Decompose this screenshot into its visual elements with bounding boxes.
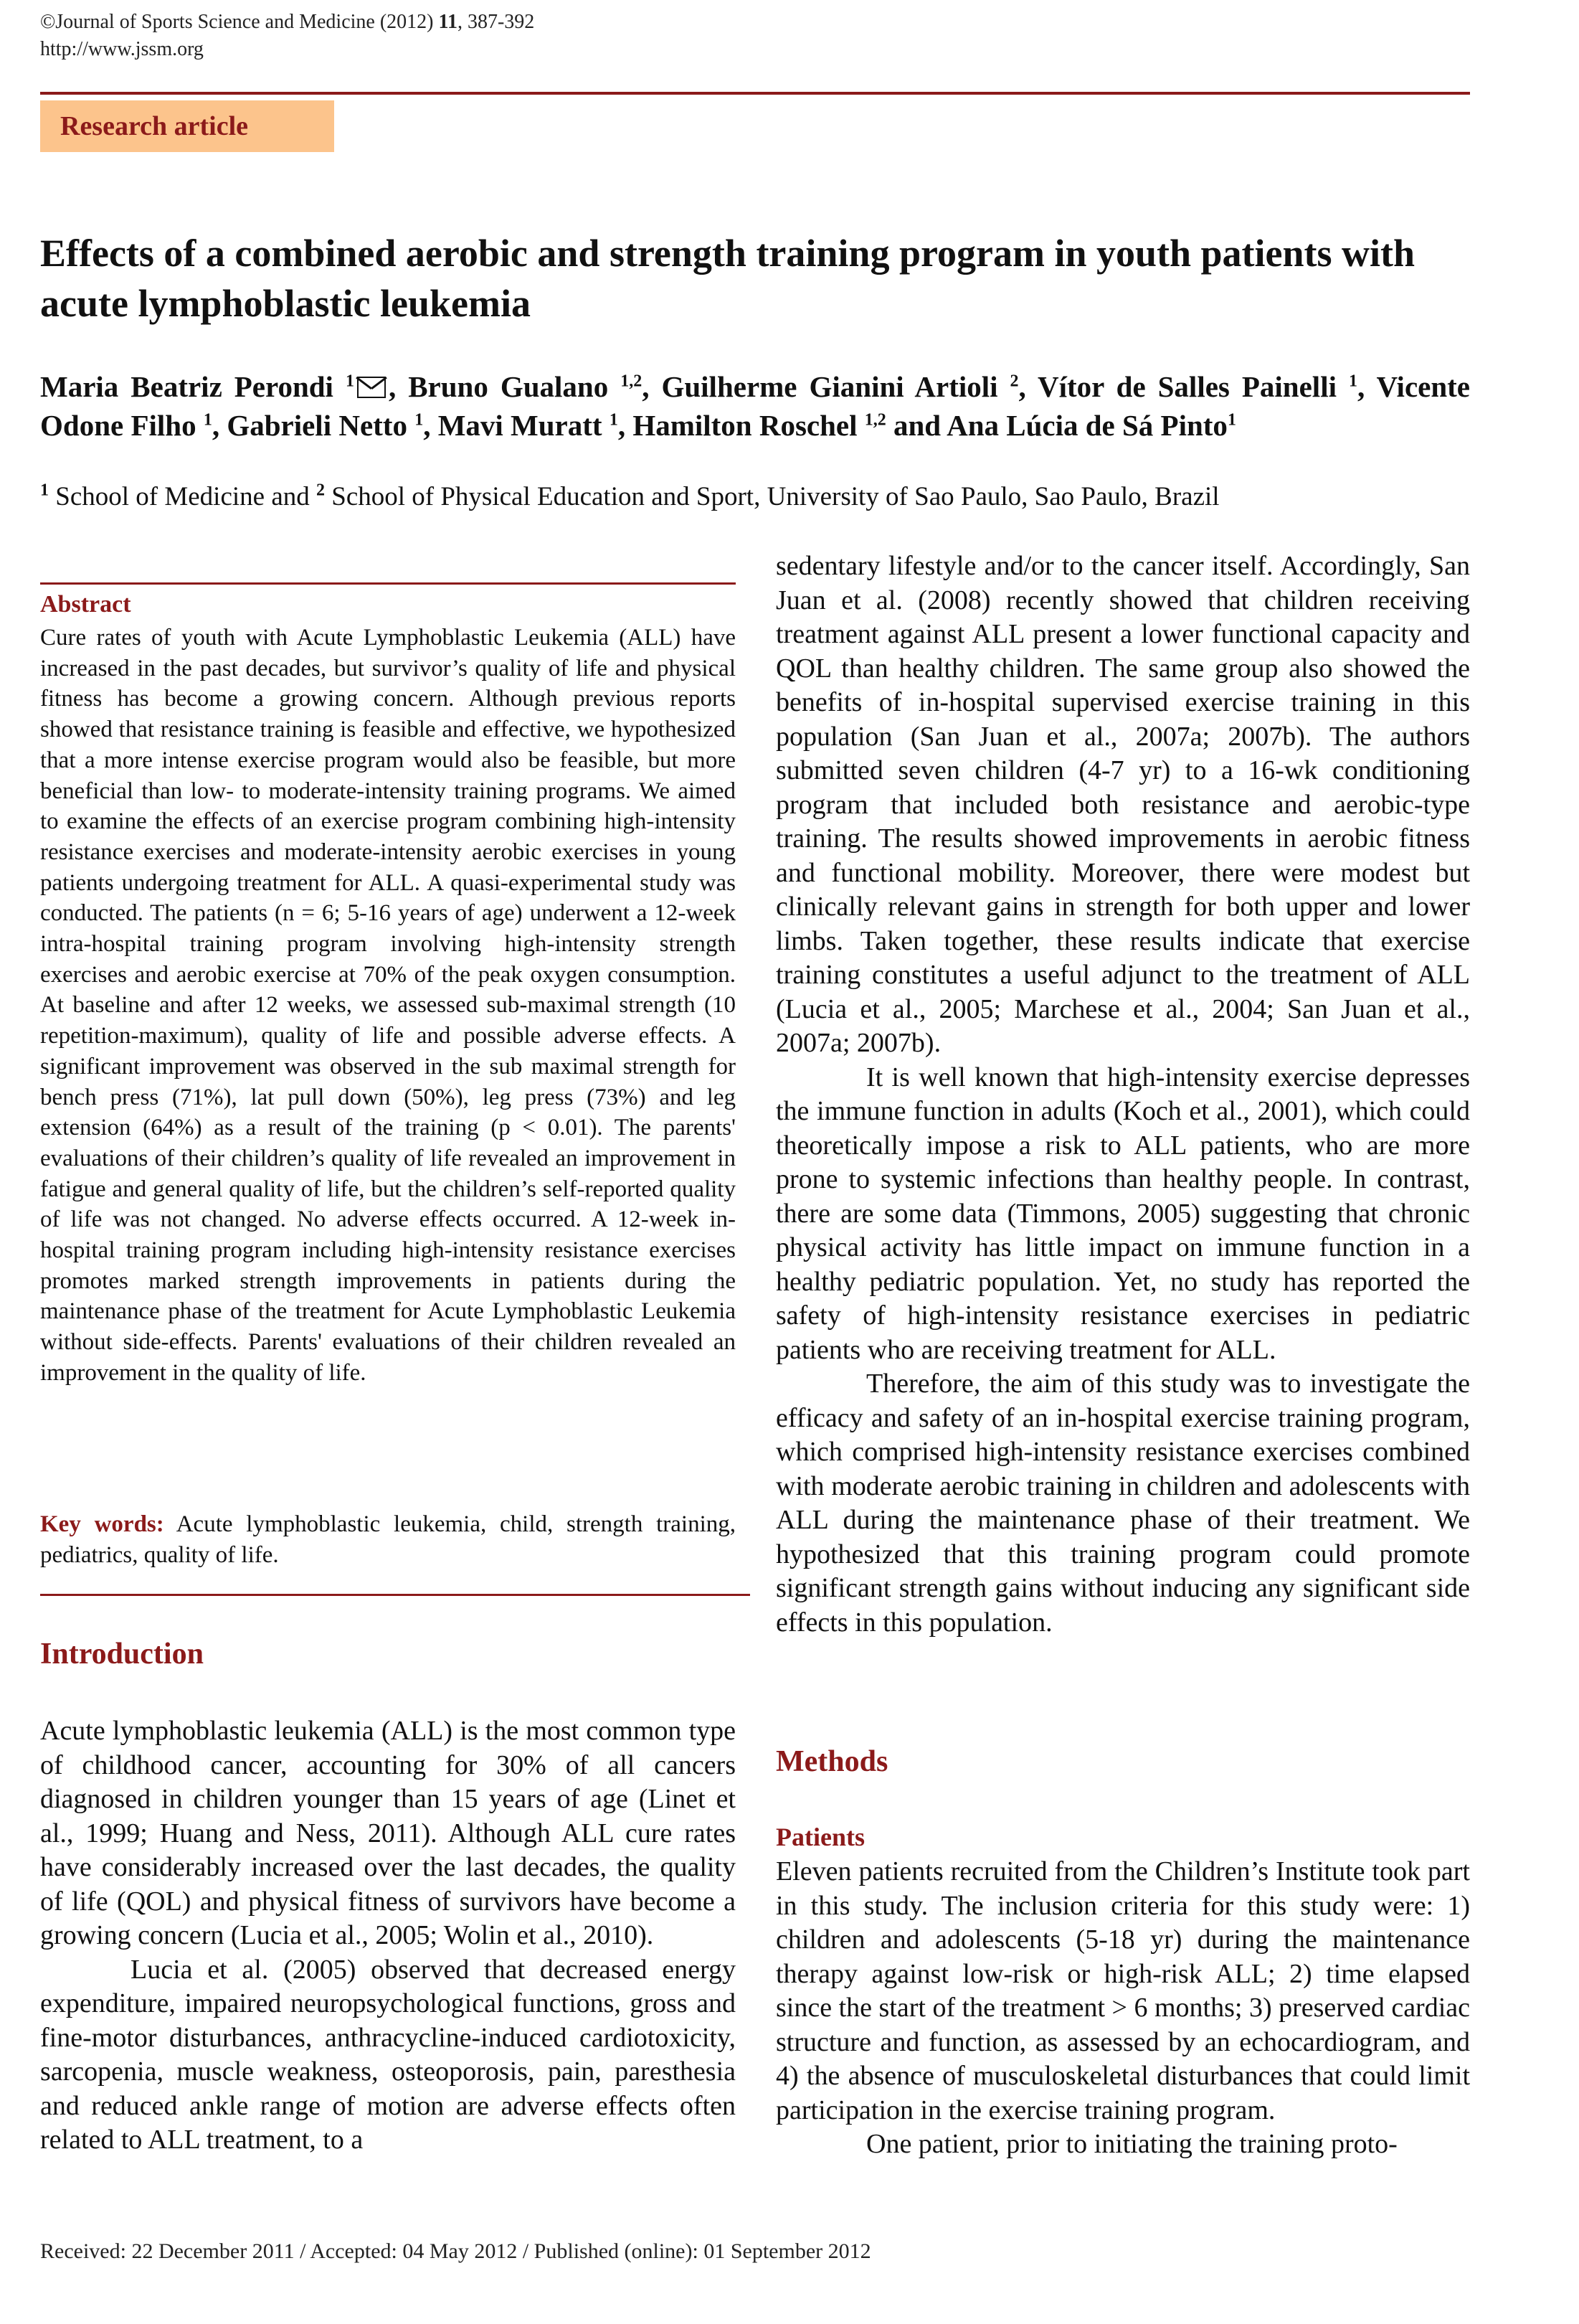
paragraph: It is well known that high-intensity exercise depresses the immune function in adults (Koch et al., 2001), which could theoretically impose a risk to ALL patients, who are more prone to systemic infections than healthy people. In contrast, there are some data (Timmons, 2005) suggesting that chronic physical activity has little impact on immune function in a healthy pediatric population. Yet, no study has reported the safety of high-intensity resistance exercises in pediatric patients who are receiving treatment for ALL. (776, 1062, 1470, 1365)
affiliation-text: School of Medicine and (49, 482, 316, 511)
publication-dates: Received: 22 December 2011 / Accepted: 04 May 2012 / Published (online): 01 September 2012 (40, 2239, 871, 2263)
methods-heading: Methods (776, 1745, 888, 1778)
affiliation-marker: 1 (203, 410, 212, 430)
affiliation-text: School of Physical Education and Sport, University of Sao Paulo, Sao Paulo, Brazil (325, 482, 1220, 511)
journal-citation (40, 10, 534, 34)
author-name: , Hamilton Roschel (617, 409, 865, 442)
patients-subheading: Patients (776, 1823, 865, 1851)
affiliation-marker: 1,2 (620, 372, 642, 391)
citation-prefix: ©Journal of Sports Science and Medicine (2012) (40, 11, 439, 33)
paragraph: One patient, prior to initiating the training proto- (866, 2129, 1398, 2159)
methods-body (776, 1855, 1470, 2162)
abstract-bottom-rule (40, 1594, 750, 1596)
author-name: , Guilherme Gianini Artioli (642, 370, 1010, 403)
affiliation-marker: 1 (40, 481, 49, 500)
author-name: and Ana Lúcia de Sá Pinto (886, 409, 1228, 442)
abstract-heading: Abstract (40, 591, 131, 618)
paragraph: sedentary lifestyle and/or to the cancer itself. Accordingly, San Juan et al. (2008) recently showed that children receiving treatment against ALL present a lower functional capacity and QOL than healthy children. The same group also showed the benefits of in-hospital supervised exercise training in this population (San Juan et al., 2007a; 2007b). The authors submitted seven children (4-7 yr) to a 16-wk conditioning program that included both resistance and aerobic-type training. The results showed improvements in aerobic fitness and functional mobility. Moreover, there were modest but clinically relevant gains in strength for both upper and lower limbs. Taken together, these results indicate that exercise training constitutes a useful adjunct to the treatment of ALL (Lucia et al., 2005; Marchese et al., 2004; San Juan et al., 2007a; 2007b). (776, 551, 1470, 1058)
author-name: , Gabrieli Netto (212, 409, 415, 442)
keywords-label: Key words: (40, 1511, 164, 1537)
affiliation-marker: 1,2 (864, 410, 886, 430)
author-name: Maria Beatriz Perondi (40, 370, 346, 403)
affiliations (40, 481, 1470, 514)
volume-number: 11 (438, 11, 457, 33)
abstract-text: Cure rates of youth with Acute Lymphoblastic Leukemia (ALL) have increased in the past decades, but survivor’s quality of life and physical fitness has become a growing concern. Although previous reports showed that resistance training is feasible and effective, we hypothesized that a more intense exercise program would also be feasible, but more beneficial than low- to moderate-intensity training programs. We aimed to examine the effects of an exercise program combining high-intensity resistance exercises and moderate-intensity aerobic exercises in young patients undergoing treatment for ALL. A quasi-experimental study was conducted. The patients (n = 6; 5-16 years of age) underwent a 12-week intra-hospital training program involving high-intensity strength exercises and aerobic exercise at 70% of the peak oxygen consumption. At baseline and after 12 weeks, we assessed sub-maximal strength (10 repetition-maximum), quality of life and possible adverse effects. A significant improvement was observed in the sub maximal strength for bench press (71%), lat pull down (50%), leg press (73%) and leg extension (64%) as a result of the training (p < 0.01). The parents' evaluations of their children’s quality of life revealed an improvement in fatigue and general quality of life, but the children’s self-reported quality of life was not changed. No adverse effects occurred. A 12-week in-hospital training program including high-intensity resistance exercises promotes marked strength improvements in patients during the maintenance phase of the treatment for Acute Lymphoblastic Leukemia without side-effects. Parents' evaluations of their children revealed an improvement in the quality of life. (40, 625, 736, 1386)
keywords-text: Acute lymphoblastic leukemia, child, strength training, pediatrics, quality of life. (40, 1511, 736, 1568)
affiliation-marker: 2 (316, 481, 325, 500)
author-list: Maria Beatriz Perondi $^1$ , Bruno Gualano $^{1,2}$, Guilherme Gianini Artioli $^2$, Vítor de Salles Painelli $^1$, Vicente Odone Filho $^1$, Gabrieli Netto $^1$, Mavi Muratt $^1$, Hamilton Roschel $^{1,2}$ and Ana Lúcia de Sá Pinto$^1$ (40, 370, 1470, 442)
affiliation-marker: 1 (609, 410, 618, 430)
affiliation-marker: 1 (414, 410, 424, 430)
affiliation-marker: 1 (1227, 410, 1236, 430)
article-title: Effects of a combined aerobic and strength training program in youth patients with acute lymphoblastic leukemia (40, 232, 1416, 325)
article-type-label: Research article (60, 111, 249, 141)
affiliation-marker: 1 (345, 372, 354, 391)
paragraph: Therefore, the aim of this study was to investigate the efficacy and safety of an in-hospital exercise training program, which comprised high-intensity resistance exercises combined with moderate aerobic training in children and adolescents with ALL during the maintenance phase of their treatment. We hypothesized that this training program could promote significant strength gains without inducing any significant side effects in this population. (776, 1369, 1470, 1638)
journal-url[interactable]: http://www.jssm.org (40, 38, 204, 60)
author-name: , Vítor de Salles Painelli (1018, 370, 1349, 403)
paragraph: Acute lymphoblastic leukemia (ALL) is the most common type of childhood cancer, accounting for 30% of all cancers diagnosed in children younger than 15 years of age (Linet et al., 1999; Huang and Ness, 2011). Although ALL cure rates have considerably increased over the last decades, the quality of life (QOL) and physical fitness of survivors have become a growing concern (Lucia et al., 2005; Wolin et al., 2010). (40, 1716, 736, 1950)
author-name: Bruno Gualano (408, 370, 621, 403)
header-rule (40, 92, 1470, 95)
email-icon[interactable] (357, 377, 386, 398)
introduction-heading: Introduction (40, 1638, 204, 1671)
introduction-body (40, 1714, 736, 2158)
paragraph: Eleven patients recruited from the Children’s Institute took part in this study. The inclusion criteria for this study were: 1) children and adolescents (5-18 yr) during the maintenance therapy against low-risk or high-risk ALL; 2) time elapsed since the start of the treatment > 6 months; 3) preserved cardiac structure and function, as assessed by an echocardiogram, and 4) the absence of musculoskeletal disturbances that could limit participation in the exercise training program. (776, 1856, 1470, 2125)
abstract-top-rule (40, 582, 736, 585)
right-column-body (776, 549, 1470, 1640)
affiliation-marker: 2 (1010, 372, 1019, 391)
paragraph: Lucia et al. (2005) observed that decreased energy expenditure, impaired neuropsychological functions, gross and fine-motor disturbances, anthracycline-induced cardiotoxicity, sarcopenia, muscle weakness, osteoporosis, pain, paresthesia and reduced ankle range of motion are adverse effects often related to ALL treatment, to a (40, 1954, 736, 2155)
page-range: , 387-392 (457, 11, 535, 33)
keywords (40, 1509, 736, 1570)
author-name: , Mavi Muratt (423, 409, 610, 442)
affiliation-marker: 1 (1348, 372, 1357, 391)
author-name: , Vicente Odone Filho (40, 370, 1470, 442)
